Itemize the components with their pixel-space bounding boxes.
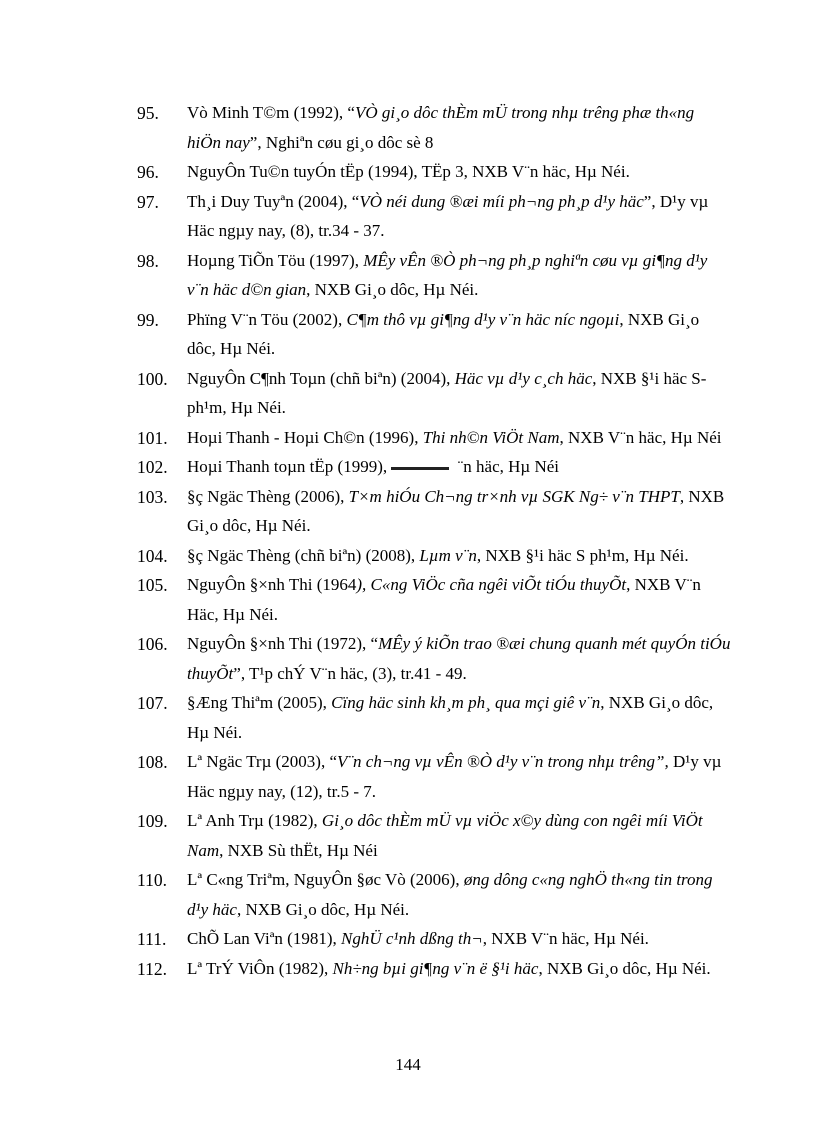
reference-text: §ç Ngäc Thèng (chñ biªn) (2008), (187, 545, 420, 565)
reference-number: 102. (137, 457, 168, 477)
reference-text: NguyÔn §×nh Thi (1964 (187, 575, 357, 594)
reference-item (137, 954, 732, 984)
reference-text: , NXB Gi¸o dôc, Hµ Néi. (538, 958, 711, 978)
reference-number: 107. (137, 693, 168, 713)
reference-text: , NXB V¨n häc, Hµ Néi. (482, 929, 649, 948)
reference-title: ), C«ng ViÖc cña ngêi viÕt tiÓu thuyÕt (356, 575, 627, 594)
reference-text: NguyÔn Tu©n tuyÓn tËp (1994), TËp 3, NXB V¨n häc, Hµ Néi. (187, 162, 630, 181)
reference-text: , NXB §¹i häc S ph¹m, Hµ Néi. (187, 368, 707, 417)
reference-number: 112. (137, 958, 167, 979)
reference-number: 110. (137, 870, 167, 890)
reference-text: , NXB §¹i häc S ph¹m, Hµ Néi. (476, 545, 689, 565)
reference-title: VÒ néi dung ®æi míi ph¬ng ph¸p d¹y häc (359, 191, 644, 211)
reference-item (137, 157, 732, 187)
reference-title: VÒ gi¸o dôc thÈm mÜ trong nhµ trêng phæ th«ng hiÖn nay (187, 103, 695, 152)
reference-title: Nh÷ng bµi gi¶ng v¨n ë §¹i häc (332, 958, 539, 978)
reference-title: C¶m thô vµ gi¶ng d¹y v¨n häc níc ngoµi (346, 309, 620, 329)
reference-item (137, 364, 732, 423)
reference-text: , NXB Gi¸o dôc, Hµ Néi. (187, 486, 725, 535)
reference-text: , NXB Gi¸o dôc, Hµ Néi. (306, 280, 479, 299)
reference-number: 97. (137, 191, 159, 212)
reference-item (137, 570, 732, 629)
reference-text: , NXB Gi¸o dôc, Hµ Néi. (187, 693, 714, 742)
reference-text: , NXB V¨n Häc, Hµ Néi. (187, 575, 701, 624)
reference-text: NguyÔn §×nh Thi (1972), “ (187, 634, 379, 653)
reference-text: Hoµi Thanh toµn tËp (1999), (187, 457, 392, 476)
reference-title: T×m hiÓu Ch¬ng tr×nh vµ SGK Ng÷ v¨n THPT (348, 486, 680, 506)
reference-item (137, 688, 732, 747)
reference-item (137, 806, 732, 865)
reference-text: Lª Anh Trµ (1982), (187, 811, 322, 830)
reference-item (137, 246, 732, 305)
reference-text: ChÕ Lan Viªn (1981), (187, 929, 341, 948)
reference-text: Phïng V¨n Töu (2002), (187, 309, 347, 329)
reference-number: 95. (137, 103, 159, 123)
reference-text: , NXB Gi¸o dôc, Hµ Néi. (187, 309, 700, 358)
reference-number: 105. (137, 575, 168, 595)
reference-text: ”, T¹p chÝ V¨n häc, (3), tr.41 - 49. (233, 663, 467, 683)
reference-number: 96. (137, 162, 159, 182)
reference-number: 104. (137, 545, 168, 566)
reference-text: NguyÔn C¶nh Toµn (chñ biªn) (2004), (187, 368, 455, 388)
reference-title: Häc vµ d¹y c¸ch häc (454, 368, 593, 388)
reference-item (137, 541, 732, 571)
reference-text: Hoµng TiÕn Töu (1997), (187, 250, 364, 270)
reference-title: Gi¸o dôc thÈm mÜ vµ viÖc x©y dùng con ngêi míi ViÖt Nam (187, 811, 703, 860)
reference-item (137, 924, 732, 954)
reference-list (0, 98, 816, 983)
reference-number: 103. (137, 486, 168, 507)
reference-text: , NXB Gi¸o dôc, Hµ Néi. (236, 899, 410, 919)
reference-title: Cïng häc sinh kh¸m ph¸ qua mçi giê v¨n (331, 693, 601, 712)
reference-title: V¨n ch¬ng vµ vÊn ®Ò d¹y v¨n trong nhµ trêng”, (337, 752, 669, 771)
reference-text: D¹y vµ Häc ngµy nay, (12), tr.5 - 7. (187, 752, 722, 801)
reference-number: 109. (137, 811, 168, 831)
reference-number: 101. (137, 427, 168, 448)
reference-item (137, 482, 732, 541)
reference-text: Th¸i Duy Tuyªn (2004), “ (187, 191, 360, 211)
reference-text: §ç Ngäc Thèng (2006), (187, 486, 349, 506)
reference-title: øng dông c«ng nghÖ th«ng tin trong d¹y häc (187, 870, 713, 919)
reference-title: NghÜ c¹nh dßng th¬ (340, 929, 483, 948)
reference-title: MÊy ý kiÕn trao ®æi chung quanh mét quyÓn tiÓu thuyÕt (187, 634, 731, 683)
reference-number: 99. (137, 309, 159, 330)
ink-smudge (391, 467, 449, 470)
reference-text: , NXB V¨n häc, Hµ Néi (559, 427, 722, 447)
reference-item (137, 629, 732, 688)
reference-text: ”, D¹y vµ Häc ngµy nay, (8), tr.34 - 37. (187, 191, 709, 240)
reference-text: Lª TrÝ ViÔn (1982), (187, 958, 333, 978)
reference-number: 108. (137, 752, 168, 772)
reference-number: 106. (137, 634, 168, 654)
reference-text: , NXB Sù thËt, Hµ Néi (219, 840, 378, 860)
reference-item (137, 187, 732, 246)
reference-item (137, 98, 732, 157)
reference-title: Lµm v¨n (419, 545, 477, 565)
reference-item (137, 305, 732, 364)
reference-title: MÊy vÊn ®Ò ph¬ng ph¸p nghiªn cøu vµ gi¶ng d¹y v¨n häc d©n gian (187, 250, 708, 299)
reference-item (137, 865, 732, 924)
reference-text: §Æng Thiªm (2005), (187, 693, 332, 712)
reference-number: 111. (137, 929, 167, 949)
reference-text: Vò Minh T©m (1992), “ (187, 103, 355, 122)
reference-number: 100. (137, 368, 168, 389)
reference-item (137, 452, 732, 482)
reference-text: Lª Ngäc Trµ (2003), “ (187, 752, 337, 771)
reference-title: Thi nh©n ViÖt Nam (422, 427, 560, 447)
reference-text: Lª C«ng Triªm, NguyÔn §øc Vò (2006), (187, 870, 464, 889)
page-number: 144 (395, 1055, 421, 1074)
reference-text: Hoµi Thanh - Hoµi Ch©n (1996), (187, 427, 423, 447)
reference-item (137, 423, 732, 453)
reference-item (137, 747, 732, 806)
reference-text: ”, Nghiªn cøu gi¸o dôc sè 8 (249, 132, 434, 152)
reference-text: ¨n häc, Hµ Néi (453, 457, 559, 476)
reference-number: 98. (137, 250, 159, 271)
